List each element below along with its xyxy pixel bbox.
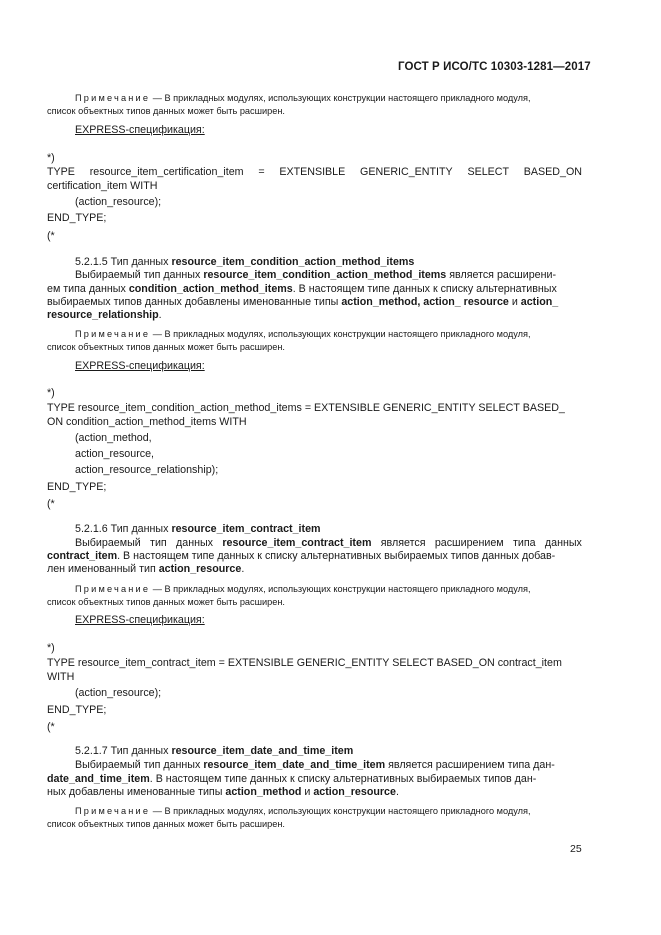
type-name: resource_item_date_and_time_item (203, 759, 386, 771)
paragraph-line (47, 773, 536, 785)
text: Выбираемый (75, 537, 141, 549)
note-text: — В прикладных модулях, использующих конструкции настоящего прикладного модуля, (152, 806, 531, 816)
note-text-line2: список объектных типов данных может быть расширен. (47, 819, 285, 829)
note-text: — В прикладных модулях, использующих конструкции настоящего прикладного модуля, (152, 329, 531, 339)
heading-number: 5.2.1.7 Тип данных (75, 745, 169, 757)
type-name: condition_action_method_items (128, 283, 293, 295)
paragraph-line (75, 269, 556, 281)
heading-name: resource_item_contract_item (171, 523, 321, 535)
text: и (304, 786, 311, 798)
paragraph-line (75, 537, 582, 549)
note-text: — В прикладных модулях, использующих конструкции настоящего прикладного модуля, (152, 584, 531, 594)
code-type-line (47, 166, 582, 178)
text: . (395, 786, 399, 798)
type-name: contract_item (47, 550, 118, 562)
text: тип (150, 537, 167, 549)
paragraph-line (47, 309, 162, 321)
note-text-line2: список объектных типов данных может быть расширен. (47, 106, 285, 116)
text: данных (176, 537, 214, 549)
paragraph-line (47, 283, 557, 295)
note-text: — В прикладных модулях, использующих конструкции настоящего прикладного модуля, (152, 93, 531, 103)
text: является расширением типа дан- (388, 759, 555, 771)
note-label: Примечание (75, 93, 151, 103)
code-type-line: TYPE resource_item_contract_item = EXTENSIBLE GENERIC_ENTITY SELECT BASED_ON contract_item (47, 657, 562, 669)
heading-name: resource_item_date_and_time_item (171, 745, 354, 757)
text: расширением (434, 537, 504, 549)
text: . В настоящем типе данных к списку альтернативных выбираемых типов данных добав- (117, 550, 556, 562)
text: . В настоящем типе данных к списку альтернативных выбираемых типов дан- (149, 773, 537, 785)
code-item: (action_resource); (75, 687, 162, 699)
code-end-type: END_TYPE; (47, 481, 107, 493)
type-name: resource_item_contract_item (222, 537, 372, 549)
code-item: (action_method, (75, 432, 152, 444)
section-heading (75, 256, 414, 268)
text: . (158, 309, 162, 321)
text: . В настоящем типе данных к списку альтернативных (292, 283, 557, 295)
code-token: = (258, 166, 265, 178)
type-name: action_method, action_ resource (341, 296, 509, 308)
page-number: 25 (570, 843, 582, 855)
text: данных (544, 537, 582, 549)
note-text-line2: список объектных типов данных может быть расширен. (47, 342, 285, 352)
note-block (75, 328, 531, 341)
type-name: resource_relationship (47, 309, 159, 321)
code-open: *) (47, 152, 55, 164)
text: ем типа данных (47, 283, 126, 295)
text: Выбираемый тип данных (75, 759, 201, 771)
note-block (75, 583, 531, 596)
text: является (380, 537, 426, 549)
section-heading (75, 745, 353, 757)
express-spec-label: EXPRESS-спецификация: (75, 614, 205, 626)
type-name: action_resource (313, 786, 396, 798)
code-token: GENERIC_ENTITY (360, 166, 453, 178)
code-end-type: END_TYPE; (47, 704, 107, 716)
type-name: action_ (520, 296, 559, 308)
type-name: date_and_time_item (47, 773, 150, 785)
text: выбираемых типов данных добавлены именованные типы (47, 296, 339, 308)
heading-number: 5.2.1.5 Тип данных (75, 256, 169, 268)
note-label: Примечание (75, 329, 151, 339)
note-label: Примечание (75, 584, 151, 594)
code-type-line: TYPE resource_item_condition_action_method_items = EXTENSIBLE GENERIC_ENTITY SELECT BASED_ (47, 402, 565, 414)
code-open: *) (47, 387, 55, 399)
code-token: resource_item_certification_item (89, 166, 244, 178)
document-header: ГОСТ Р ИСО/ТС 10303-1281—2017 (398, 61, 591, 73)
note-label: Примечание (75, 806, 151, 816)
paragraph-line (47, 550, 555, 562)
code-item: action_resource, (75, 448, 155, 460)
code-type-line2: ON condition_action_method_items WITH (47, 416, 247, 428)
text: типа (512, 537, 536, 549)
note-block (75, 92, 531, 105)
code-open: *) (47, 642, 55, 654)
code-token: BASED_ON (523, 166, 582, 178)
code-item: (action_resource); (75, 196, 162, 208)
code-type-line2: certification_item WITH (47, 180, 158, 192)
type-name: resource_item_condition_action_method_items (203, 269, 447, 281)
text: ных добавлены именованные типы (47, 786, 223, 798)
note-block (75, 805, 531, 818)
note-text-line2: список объектных типов данных может быть расширен. (47, 597, 285, 607)
heading-number: 5.2.1.6 Тип данных (75, 523, 169, 535)
code-item: action_resource_relationship); (75, 464, 219, 476)
paragraph-line (47, 296, 558, 308)
text: и (511, 296, 518, 308)
code-close-comment: (* (47, 721, 55, 733)
paragraph-line (47, 563, 244, 575)
type-name: action_resource (158, 563, 242, 575)
code-type-line2: WITH (47, 671, 75, 683)
paragraph-line (75, 759, 555, 771)
text: лен именованный тип (47, 563, 156, 575)
type-name: action_method (225, 786, 302, 798)
section-heading (75, 523, 321, 535)
text: является расширени- (449, 269, 557, 281)
heading-name: resource_item_condition_action_method_items (171, 256, 415, 268)
paragraph-line (47, 786, 399, 798)
code-close-comment: (* (47, 498, 55, 510)
code-end-type: END_TYPE; (47, 212, 107, 224)
text: . (241, 563, 245, 575)
text: Выбираемый тип данных (75, 269, 201, 281)
code-close-comment: (* (47, 230, 55, 242)
code-token: SELECT (467, 166, 510, 178)
express-spec-label: EXPRESS-спецификация: (75, 124, 205, 136)
code-token: EXTENSIBLE (279, 166, 346, 178)
express-spec-label: EXPRESS-спецификация: (75, 360, 205, 372)
code-token: TYPE (47, 166, 75, 178)
